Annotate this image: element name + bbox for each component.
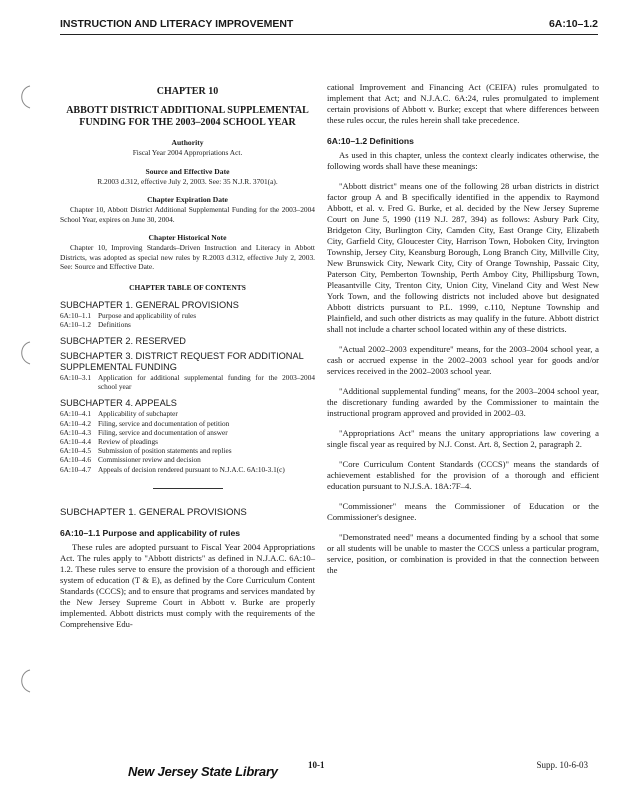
- definition-demonstrated-need: "Demonstrated need" means a documented finding by a school that some or all students will be unable to master the CCCS unless a particular program, service, position, or combination is provided in that the connection between the: [327, 532, 599, 575]
- source-text: R.2003 d.312, effective July 2, 2003. See: 35 N.J.R. 3701(a).: [97, 176, 278, 186]
- toc-item: 6A:10–4.6 Commissioner review and decision: [60, 455, 201, 465]
- left-column: [60, 82, 315, 630]
- margin-mark-icon: [14, 668, 34, 694]
- toc-item: 6A:10–4.4 Review of pleadings: [60, 436, 158, 446]
- chapter-number: CHAPTER 10: [156, 86, 219, 97]
- toc-subchapter-4: SUBCHAPTER 4. APPEALS: [60, 398, 177, 409]
- toc-list-1: [60, 311, 315, 329]
- running-header: [60, 16, 598, 35]
- toc-subchapter-3: SUBCHAPTER 3. DISTRICT REQUEST FOR ADDITIONAL SUPPLEMENTAL FUNDING: [60, 350, 304, 372]
- toc-list-4: [60, 409, 315, 473]
- definition-additional-funding: "Additional supplemental funding" means, for the 2003–2004 school year, the discretionary funding awarded by the Commissioner to maintain the instructional program approved and provided in 2002–03.: [327, 386, 599, 418]
- section-divider: [153, 488, 223, 489]
- toc-item: 6A:10–4.3 Filing, service and documentation of answer: [60, 427, 228, 437]
- chapter-title: ABBOTT DISTRICT ADDITIONAL SUPPLEMENTAL FUNDING FOR THE 2003–2004 SCHOOL YEAR: [66, 105, 309, 128]
- library-watermark: New Jersey State Library: [128, 764, 278, 779]
- header-section-number: 6A:10–1.2: [548, 18, 598, 30]
- history-text: Chapter 10, Improving Standards–Driven Instruction and Literacy in Abbott Districts, was adopted as special new rules by R.2003 d.312, effective July 2, 2003. See: Source and Effective Date.: [60, 243, 315, 271]
- expiration-text: Chapter 10, Abbott District Additional Supplemental Funding for the 2003–2004 School Year, expires on June 30, 2004.: [60, 205, 315, 224]
- toc-title: CHAPTER TABLE OF CONTENTS: [129, 282, 246, 292]
- history-heading: Chapter Historical Note: [148, 233, 227, 242]
- expiration-heading: Chapter Expiration Date: [147, 195, 228, 204]
- toc-item: 6A:10–4.7 Appeals of decision rendered pursuant to N.J.A.C. 6A:10-3.1(c): [60, 464, 285, 474]
- toc-subchapter-1: SUBCHAPTER 1. GENERAL PROVISIONS: [60, 299, 239, 310]
- subchapter-1-heading: SUBCHAPTER 1. GENERAL PROVISIONS: [60, 506, 247, 518]
- supplement-date: Supp. 10-6-03: [536, 760, 588, 770]
- section-1-1-heading: 6A:10–1.1 Purpose and applicability of rules: [60, 527, 241, 538]
- source-heading: Source and Effective Date: [145, 166, 230, 176]
- section-1-2-heading: 6A:10–1.2 Definitions: [327, 136, 414, 146]
- continued-text: cational Improvement and Financing Act (CEIFA) rules promulgated to implement that Act; and N.J.A.C. 6A:24, rules promulgated to implement certain provisions of Abbott v. Burke; except that where differences between these rules occur, the rules herein shall take precedence.: [327, 82, 599, 125]
- definition-appropriations-act: "Appropriations Act" means the unitary appropriations law covering a single fiscal year as required by N.J. Const. Art. 8, Section 2, paragraph 2.: [327, 428, 599, 449]
- authority-text: Fiscal Year 2004 Appropriations Act.: [132, 148, 243, 157]
- section-1-1-text: These rules are adopted pursuant to Fiscal Year 2004 Appropriations Act. The rules apply to "Abbott districts" as defined in N.J.A.C. 6A:10–1.2. These rules serve to ensure the provision of a thorough and efficient system of education (T & E), as defined by the Core Curriculum Content Standards (CCCS); and to ensure that programs and services mandated by the New Jersey Supreme Court in Abbott v. Burke are properly implemented. Abbott districts must comply with the requirements of the Comprehensive Edu-: [60, 541, 315, 629]
- definition-abbott-district: "Abbott district" means one of the following 28 urban districts in district factor group A and B specifically identified in the appendix to Raymond Abbott, et al. v. Fred G. Burke, et al. decided by the New Jersey Supreme Court on June 5, 1990 (119 N.J. 287, 394) as follows: Asbury Park City, Bridgeton City, Burlington City, Camden City, East Orange City, Elizabeth City, Garfield City, Gloucester City, Harrison Town, Hoboken City, Irvington Township, Jersey City, Keansburg Borough, Long Branch City, Millville City, New Brunswick City, Newark City, City of Orange Township, Passaic City, Paterson City, Pemberton Township, Perth Amboy City, Phillipsburg Town, Pleasantville City, Trenton City, Union City, Vineland City and West New York Town, and the following districts not included above but designated Abbott districts pursuant to P.L. 1999, c.110, Neptune Township and Plainfield, and such other districts as may qualify in the future. Abbott district shall not include a charter school located within any of these districts.: [327, 181, 599, 334]
- definitions-intro: As used in this chapter, unless the context clearly indicates otherwise, the following words shall have these meanings:: [327, 150, 599, 171]
- margin-mark-icon: [14, 340, 34, 366]
- toc-item: 6A:10–4.5 Submission of position statements and replies: [60, 446, 232, 456]
- toc-item: 6A:10–4.1 Applicability of subchapter: [60, 409, 178, 419]
- toc-item: 6A:10–3.1 Application for additional supplemental funding for the 2003–2004 school year: [60, 372, 315, 392]
- toc-item: 6A:10–1.1 Purpose and applicability of rules: [60, 310, 197, 320]
- authority-heading: Authority: [171, 138, 204, 147]
- toc-subchapter-2: SUBCHAPTER 2. RESERVED: [60, 335, 186, 346]
- margin-mark-icon: [14, 84, 34, 110]
- header-title: INSTRUCTION AND LITERACY IMPROVEMENT: [60, 18, 294, 30]
- definition-commissioner: "Commissioner" means the Commissioner of Education or the Commissioner's designee.: [327, 501, 599, 522]
- toc-item: 6A:10–4.2 Filing, service and documentation of petition: [60, 418, 230, 428]
- definition-cccs: "Core Curriculum Content Standards (CCCS)" means the standards of achievement established for the provision of a thorough and efficient education pursuant to N.J.S.A. 18A:7F–4.: [327, 459, 599, 491]
- right-column: [327, 82, 599, 576]
- page-number: 10-1: [308, 760, 325, 770]
- toc-item: 6A:10–1.2 Definitions: [60, 319, 131, 329]
- definition-actual-expenditure: "Actual 2002–2003 expenditure" means, for the 2003–2004 school year, a cash or accrued expense in the 2002–2003 school year for goods and/or services received in the 2002–2003 school year.: [327, 344, 599, 376]
